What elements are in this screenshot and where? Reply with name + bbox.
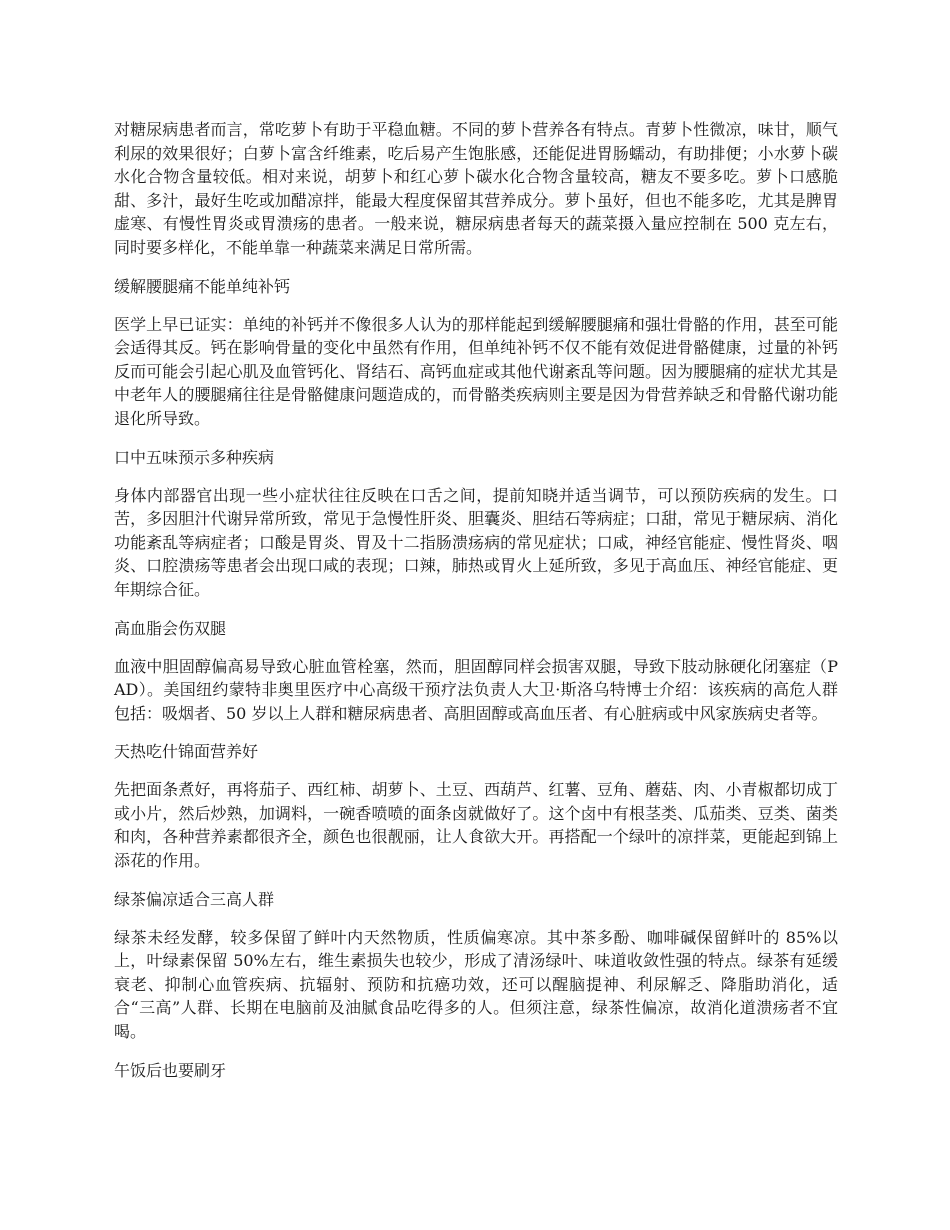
paragraph-mixed-noodles: 先把面条煮好，再将茄子、西红柿、胡萝卜、土豆、西葫芦、红薯、豆角、蘑菇、肉、小青椒都切成丁或小片，然后炒熟，加调料，一碗香喷喷的面条卤就做好了。这个卤中有根茎类、瓜茄类、豆类、菌类和肉，各种营养素都很齐全，颜色也很靓丽，让人食欲大开。再搭配一个绿叶的凉拌菜，更能起到锦上添花的作用。 (114, 780, 838, 871)
paragraph-green-tea: 绿茶未经发酵，较多保留了鲜叶内天然物质，性质偏寒凉。其中茶多酚、咖啡碱保留鲜叶的 85%以上，叶绿素保留 50%左右，维生素损失也较少，形成了清汤绿叶、味道收敛性强的特点。绿茶有延缓衰老、抑制心血管疾病、抗辐射、预防和抗癌功效，还可以醒脑提神、利尿解乏、降脂助消化，适合“三高”人群、长期在电脑前及油腻食品吃得多的人。但须注意，绿茶性偏凉，故消化道溃疡者不宜喝。 (114, 927, 838, 1042)
heading-back-pain-calcium: 缓解腰腿痛不能单纯补钙 (114, 276, 291, 296)
heading-green-tea: 绿茶偏凉适合三高人群 (114, 889, 275, 909)
heading-mouth-tastes: 口中五味预示多种疾病 (114, 447, 275, 467)
paragraph-high-cholesterol-legs: 血液中胆固醇偏高易导致心脏血管栓塞，然而，胆固醇同样会损害双腿，导致下肢动脉硬化闭塞症（PAD）。美国纽约蒙特非奥里医疗中心高级干预疗法负责人大卫·斯洛乌特博士介绍：该疾病的高危人群包括：吸烟者、50 岁以上人群和糖尿病患者、高胆固醇或高血压者、有心脏病或中风家族病史者等。 (114, 656, 838, 723)
heading-brush-after-lunch: 午饭后也要刷牙 (114, 1060, 227, 1080)
paragraph-back-pain-calcium: 医学上早已证实：单纯的补钙并不像很多人认为的那样能起到缓解腰腿痛和强壮骨骼的作用，甚至可能会适得其反。钙在影响骨量的变化中虽然有作用，但单纯补钙不仅不能有效促进骨骼健康，过量的补钙反而可能会引起心肌及血管钙化、肾结石、高钙血症或其他代谢紊乱等问题。因为腰腿痛的症状尤其是中老年人的腰腿痛往往是骨骼健康问题造成的，而骨骼类疾病则主要是因为骨营养缺乏和骨骼代谢功能退化所导致。 (114, 314, 838, 428)
document-page (114, 118, 838, 1097)
heading-high-cholesterol-legs: 高血脂会伤双腿 (114, 618, 227, 638)
heading-mixed-noodles: 天热吃什锦面营养好 (114, 742, 259, 762)
paragraph-radish-diabetes: 对糖尿病患者而言，常吃萝卜有助于平稳血糖。不同的萝卜营养各有特点。青萝卜性微凉，味甘，顺气利尿的效果很好；白萝卜富含纤维素，吃后易产生饱胀感，还能促进胃肠蠕动，有助排便；小水萝卜碳水化合物含量较低。相对来说，胡萝卜和红心萝卜碳水化合物含量较高，糖友不要多吃。萝卜口感脆甜、多汁，最好生吃或加醋凉拌，能最大程度保留其营养成分。萝卜虽好，但也不能多吃，尤其是脾胃虚寒、有慢性胃炎或胃溃疡的患者。一般来说，糖尿病患者每天的蔬菜摄入量应控制在 500 克左右，同时要多样化，不能单靠一种蔬菜来满足日常所需。 (114, 120, 838, 257)
paragraph-mouth-tastes: 身体内部器官出现一些小症状往往反映在口舌之间，提前知晓并适当调节，可以预防疾病的发生。口苦，多因胆汁代谢异常所致，常见于急慢性肝炎、胆囊炎、胆结石等病症；口甜，常见于糖尿病、消化功能紊乱等病症者；口酸是胃炎、胃及十二指肠溃疡病的常见症状；口咸，神经官能症、慢性肾炎、咽炎、口腔溃疡等患者会出现口咸的表现；口辣，肺热或胃火上延所致，多见于高血压、神经官能症、更年期综合征。 (114, 485, 838, 599)
